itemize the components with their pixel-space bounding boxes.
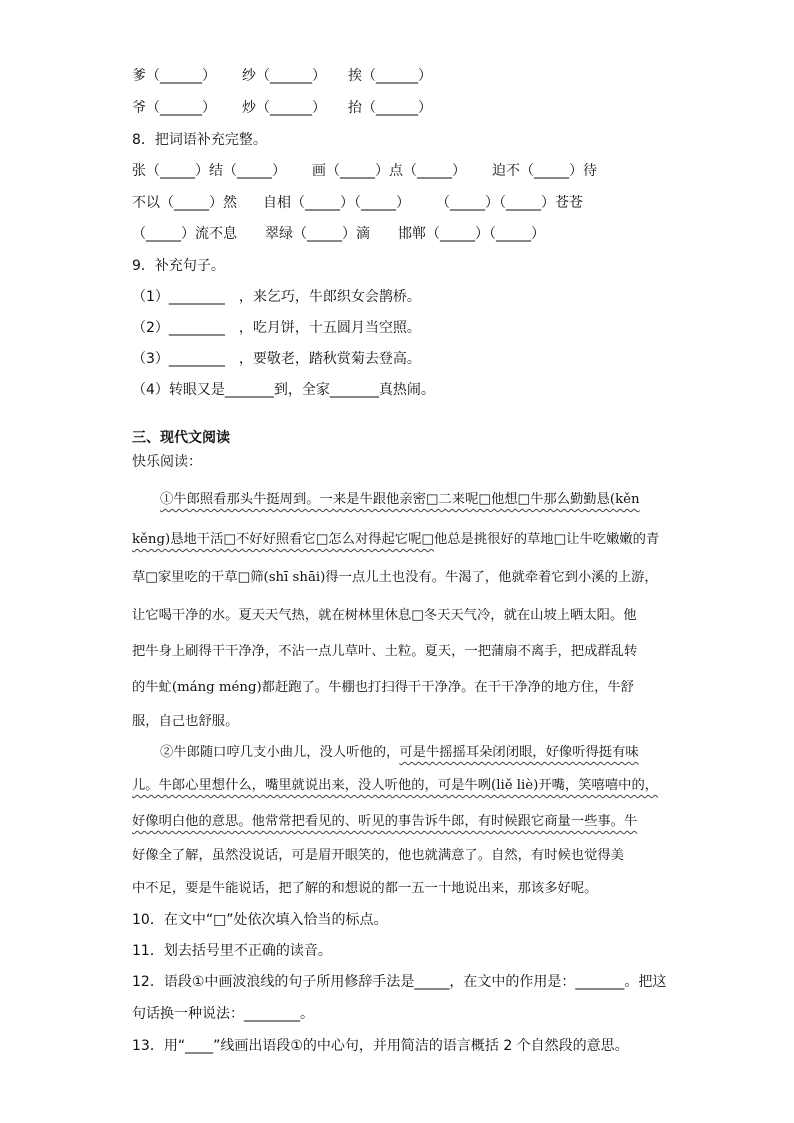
q9-item-1: （1）________ ，来乞巧，牛郎织女会鹊桥。 (132, 289, 421, 305)
passage-line: 让它喝干净的水。夏天天气热，就在树林里休息□冬天天气冷，就在山坡上晒太阳。他 (132, 608, 637, 623)
plain-text: 他总是挑很好的草地□让牛吃嫩嫩的青 (433, 532, 660, 547)
char-item: 爷（______） (132, 100, 216, 116)
question-8: 8．把词语补充完整。 (132, 132, 267, 148)
question-11: 11．划去括号里不正确的读音。 (132, 943, 332, 959)
question-12-line-2: 句话换一种说法：________。 (132, 1006, 314, 1022)
passage-line: 好像全了解，虽然没说话，可是眉开眼笑的，他也就满意了。自然，有时候也觉得美 (132, 848, 624, 863)
q8-row-2 (132, 193, 583, 213)
passage-line: 服，自己也舒服。 (132, 714, 239, 729)
question-9: 9．补充句子。 (132, 258, 225, 274)
passage-line: 儿。牛郎心里想什么，嘴里就说出来，没人听他的，可是牛咧(liě liè)开嘴，笑嘻嘻中的， (132, 778, 659, 793)
char-row-2 (132, 98, 432, 118)
idiom-item: 自相（_____）（_____） (263, 195, 410, 211)
idiom-item: 画（_____）点（_____） (312, 163, 466, 179)
char-item: 抬（______） (348, 100, 432, 116)
idiom-item: 翠绿（_____）滴 (265, 226, 370, 242)
question-12-line-1: 12．语段①中画波浪线的句子所用修辞手法是_____，在文中的作用是：_______。把这 (132, 974, 667, 990)
passage-line (160, 743, 639, 763)
idiom-item: （_____）流不息 (132, 226, 237, 242)
passage-line: 的牛虻(máng méng)都赶跑了。牛棚也打扫得干干净净。在干干净净的地方住，牛舒 (132, 680, 634, 695)
passage-line: 草□家里吃的干草□筛(shī shāi)得一点儿土也没有。牛渴了，他就牵着它到小溪的上游， (132, 570, 658, 585)
idiom-item: 不以（_____）然 (132, 195, 237, 211)
char-item: 纱（______） (242, 68, 326, 84)
passage-line (132, 530, 659, 550)
question-13: 13．用“____”线画出语段①的中心句，并用简洁的语言概括 2 个自然段的意思。 (132, 1038, 629, 1054)
reading-title: 快乐阅读： (132, 454, 202, 470)
wavy-underline-text: kěng)恳地干活□不好好照看它□怎么对得起它呢□ (132, 532, 434, 547)
q9-item-3: （3）________ ，要敬老，踏秋赏菊去登高。 (132, 351, 421, 367)
section-heading: 三、现代文阅读 (132, 430, 230, 446)
passage-line: ①牛郎照看那头牛挺周到。一来是牛跟他亲密□二来呢□他想□牛那么勤勤恳(kěn (160, 492, 640, 507)
q8-row-3 (132, 224, 545, 244)
q9-item-2: （2）________ ，吃月饼，十五圆月当空照。 (132, 320, 421, 336)
idiom-item: （_____）（_____）苍苍 (436, 195, 583, 211)
char-item: 炒（______） (242, 100, 326, 116)
q8-row-1 (132, 161, 597, 181)
passage-line: 好像明白他的意思。他常常把看见的、听见的事告诉牛郎，有时候跟它商量一些事。牛 (132, 814, 638, 829)
char-item: 爹（______） (132, 68, 216, 84)
question-10: 10．在文中“□”处依次填入恰当的标点。 (132, 912, 388, 928)
q9-item-4: （4）转眼又是_______到，全家_______真热闹。 (132, 382, 435, 398)
char-row-1 (132, 66, 432, 86)
wavy-underline-text: 可是牛摇摇耳朵闭闭眼，好像听得挺有味 (399, 745, 639, 760)
char-item: 挨（______） (348, 68, 432, 84)
idiom-item: 迫不（_____）待 (492, 163, 597, 179)
idiom-item: 邯郸（_____）（_____） (398, 226, 545, 242)
idiom-item: 张（_____）结（_____） (132, 163, 286, 179)
passage-line: 把牛身上刷得干干净净，不沾一点儿草叶、土粒。夏天，一把蒲扇不离手，把成群乱转 (132, 644, 638, 659)
plain-text: ②牛郎随口哼几支小曲儿，没人听他的， (160, 745, 400, 760)
passage-line: 中不足，要是牛能说话，把了解的和想说的都一五一十地说出来，那该多好呢。 (132, 881, 598, 896)
